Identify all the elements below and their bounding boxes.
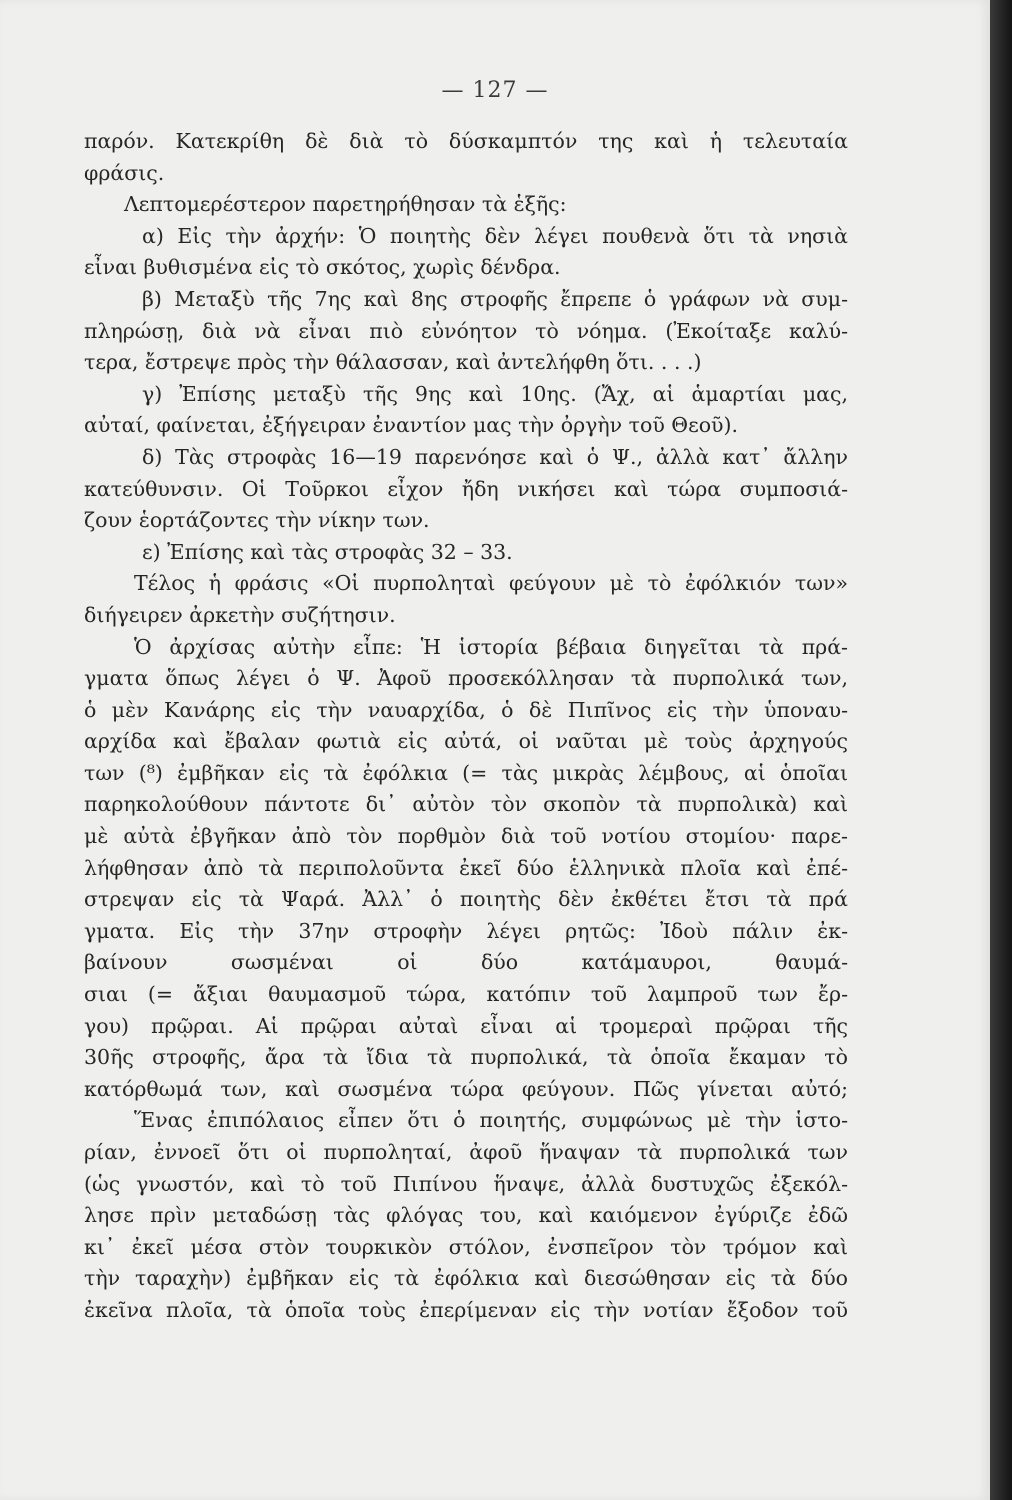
text-line: των (⁸) ἐμβῆκαν εἰς τὰ ἐφόλκια (= τὰς μικρὰς λέμβους, αἱ ὁποῖαι: [84, 760, 848, 785]
text-line: 30ῆς στροφῆς, ἄρα τὰ ἴδια τὰ πυρπολικά, τὰ ὁποῖα ἔκαμαν τὸ: [84, 1045, 848, 1070]
text-line: γου) πρῷραι. Αἱ πρῷραι αὐταὶ εἶναι αἱ τρομεραὶ πρῷραι τῆς: [84, 1013, 848, 1038]
text-line: αρχίδα καὶ ἔβαλαν φωτιὰ εἰς αὐτά, οἱ ναῦται μὲ τοὺς ἀρχηγούς: [84, 729, 848, 754]
text-line: παρηκολούθουν πάντοτε δι᾽ αὐτὸν τὸν σκοπὸν τὰ πυρπολικὰ) καὶ: [84, 792, 848, 817]
text-line: Τέλος ἡ φράσις «Οἱ πυρποληταὶ φεύγουν μὲ τὸ ἐφόλκιόν των»: [134, 571, 848, 596]
text-line: φράσις.: [84, 160, 165, 185]
text-line: γματα ὅπως λέγει ὁ Ψ. Ἀφοῦ προσεκόλλησαν τὰ πυρπολικά των,: [84, 666, 848, 691]
body-text: [84, 126, 848, 1327]
text-line: ζουν ἑορτάζοντες τὴν νίκην των.: [84, 508, 430, 533]
text-line: α) Εἰς τὴν ἀρχήν: Ὁ ποιητὴς δὲν λέγει πουθενὰ ὅτι τὰ νησιὰ: [142, 223, 848, 248]
text-line: διήγειρεν ἀρκετὴν συζήτησιν.: [84, 602, 396, 627]
text-line: κι᾽ ἐκεῖ μέσα στὸν τουρκικὸν στόλον, ἐνσπεῖρον τὸν τρόμον καὶ: [84, 1234, 848, 1259]
text-line: λήφθησαν ἀπὸ τὰ περιπολοῦντα ἐκεῖ δύο ἑλληνικὰ πλοῖα καὶ ἐπέ-: [84, 855, 848, 880]
text-line: ὁ μὲν Κανάρης εἰς τὴν ναυαρχίδα, ὁ δὲ Πιπῖνος εἰς τὴν ὑποναυ-: [84, 697, 848, 722]
text-line: στρεψαν εἰς τὰ Ψαρά. Ἀλλ᾽ ὁ ποιητὴς δὲν ἐκθέτει ἔτσι τὰ πρά: [84, 887, 848, 912]
text-line: μὲ αὐτὰ ἐβγῆκαν ἀπὸ τὸν πορθμὸν διὰ τοῦ νοτίου στομίου· παρε-: [84, 824, 848, 849]
page-edge: [990, 0, 1012, 1500]
text-line: γματα. Εἰς τὴν 37ην στροφὴν λέγει ρητῶς: Ἰδοὺ πάλιν ἐκ-: [84, 918, 848, 943]
text-line: Ὁ ἀρχίσας αὐτὴν εἶπε: Ἡ ἱστορία βέβαια διηγεῖται τὰ πρά-: [134, 634, 848, 659]
text-line: βαίνουν σωσμέναι οἱ δύο κατάμαυροι, θαυμά-: [84, 950, 848, 975]
text-line: εἶναι βυθισμένα εἰς τὸ σκότος, χωρὶς δένδρα.: [84, 255, 561, 280]
text-line: Λεπτομερέστερον παρετηρήθησαν τὰ ἑξῆς:: [124, 192, 567, 217]
text-line: Ἕνας ἐπιπόλαιος εἶπεν ὅτι ὁ ποιητής, συμφώνως μὲ τὴν ἱστο-: [134, 1108, 848, 1133]
text-line: β) Μεταξὺ τῆς 7ης καὶ 8ης στροφῆς ἔπρεπε ὁ γράφων νὰ συμ-: [142, 286, 848, 311]
text-line: ἐκεῖνα πλοῖα, τὰ ὁποῖα τοὺς ἐπερίμεναν εἰς τὴν νοτίαν ἔξοδον τοῦ: [84, 1297, 848, 1322]
text-line: παρόν. Κατεκρίθη δὲ διὰ τὸ δύσκαμπτόν της καὶ ἡ τελευταία: [84, 129, 848, 153]
text-line: ρίαν, ἐννοεῖ ὅτι οἱ πυρποληταί, ἀφοῦ ἥναψαν τὰ πυρπολικά των: [84, 1140, 848, 1164]
text-line: πληρώσῃ, διὰ νὰ εἶναι πιὸ εὐνόητον τὸ νόημα. (Ἐκοίταξε καλύ-: [84, 318, 848, 343]
text-line: σιαι (= ἄξιαι θαυμασμοῦ τώρα, κατόπιν τοῦ λαμπροῦ των ἔρ-: [84, 982, 848, 1007]
text-line: γ) Ἐπίσης μεταξὺ τῆς 9ης καὶ 10ης. (Ἄχ, αἱ ἁμαρτίαι μας,: [142, 381, 848, 406]
text-line: κατεύθυνσιν. Οἱ Τοῦρκοι εἶχον ἤδη νικήσει καὶ τώρα συμποσιά-: [84, 476, 848, 501]
text-line: κατόρθωμά των, καὶ σωσμένα τώρα φεύγουν. Πῶς γίνεται αὐτό;: [84, 1076, 848, 1101]
text-line: (ὡς γνωστόν, καὶ τὸ τοῦ Πιπίνου ἥναψε, ἀλλὰ δυστυχῶς ἐξεκόλ-: [84, 1171, 848, 1196]
text-line: ε) Ἐπίσης καὶ τὰς στροφὰς 32 – 33.: [142, 539, 513, 564]
text-line: λησε πρὶν μεταδώσῃ τὰς φλόγας του, καὶ καιόμενον ἐγύριζε ἐδῶ: [84, 1203, 848, 1228]
text-line: αὐταί, φαίνεται, ἐξήγειραν ἐναντίον μας τὴν ὀργὴν τοῦ Θεοῦ).: [84, 413, 739, 438]
text-line: τερα, ἔστρεψε πρὸς τὴν θάλασσαν, καὶ ἀντελήφθη ὅτι. . . .): [84, 350, 702, 375]
page-number: — 127 —: [441, 78, 549, 103]
text-line: τὴν ταραχὴν) ἐμβῆκαν εἰς τὰ ἐφόλκια καὶ διεσώθησαν εἰς τὰ δύο: [84, 1266, 848, 1291]
text-line: δ) Τὰς στροφὰς 16—19 παρενόησε καὶ ὁ Ψ., ἀλλὰ κατ᾽ ἄλλην: [142, 444, 848, 469]
